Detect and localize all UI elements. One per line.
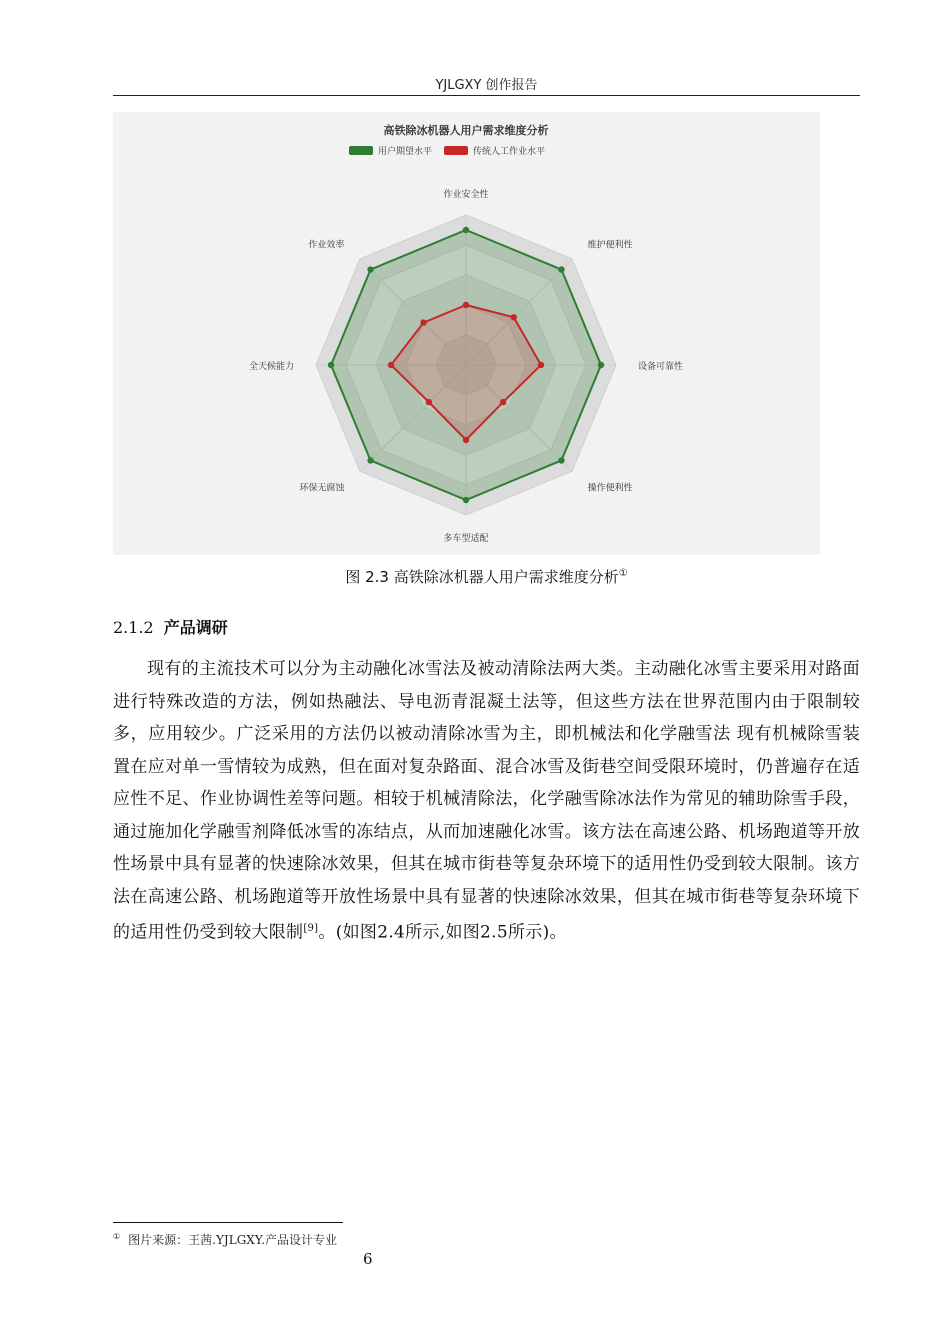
data-point <box>463 302 469 308</box>
footnote-rule <box>113 1222 343 1223</box>
data-point <box>388 362 394 368</box>
radar-series <box>328 227 604 503</box>
footnote-text: 图片来源：王茜.YJLGXY.产品设计专业 <box>128 1233 338 1247</box>
axis-label: 操作便利性 <box>587 483 633 494</box>
data-point <box>463 437 469 443</box>
section-heading <box>113 615 228 638</box>
data-point <box>558 266 564 272</box>
data-point <box>558 457 564 463</box>
data-point <box>538 362 544 368</box>
chart-title: 高铁除冰机器人用户需求维度分析 <box>383 124 549 137</box>
data-point <box>598 362 604 368</box>
data-point <box>463 227 469 233</box>
legend-swatch <box>349 146 373 155</box>
section-number: 2.1.2 <box>113 618 154 637</box>
data-point <box>463 497 469 503</box>
footnote-mark: ① <box>113 1232 121 1241</box>
paragraph <box>113 653 860 949</box>
chart-legend <box>349 145 545 157</box>
citation-mark: [9] <box>303 923 319 934</box>
section-title: 产品调研 <box>163 618 228 637</box>
radar-chart <box>113 112 820 555</box>
data-point <box>420 319 426 325</box>
data-point <box>426 399 432 405</box>
page-number: 6 <box>363 1250 373 1268</box>
axis-label: 多车型适配 <box>443 534 489 544</box>
figure-caption-text: 图 2.3 高铁除冰机器人用户需求维度分析 <box>345 568 619 586</box>
axis-label: 环保无腐蚀 <box>299 483 345 494</box>
axis-label: 作业安全性 <box>443 190 489 200</box>
data-point <box>511 314 517 320</box>
data-point <box>328 362 334 368</box>
data-point <box>367 457 373 463</box>
radar-chart-figure <box>113 112 820 555</box>
axis-label: 设备可靠性 <box>638 362 684 372</box>
axis-label: 全天候能力 <box>248 362 294 372</box>
footnote <box>113 1231 337 1248</box>
body-text <box>113 653 860 949</box>
page-header: YJLGXY 创作报告 <box>435 78 538 93</box>
legend-label: 传统人工作业水平 <box>473 147 546 157</box>
data-point <box>500 399 506 405</box>
header-rule <box>113 95 860 96</box>
legend-label: 用户期望水平 <box>378 147 433 157</box>
paragraph-tail: 。(如图2.4所示,如图2.5所示)。 <box>318 922 567 943</box>
axis-label: 作业效率 <box>308 240 345 251</box>
data-point <box>367 266 373 272</box>
figure-caption <box>113 566 860 587</box>
paragraph-text: 现有的主流技术可以分为主动融化冰雪法及被动清除法两大类。主动融化冰雪主要采用对路面进行特殊改造的方法，例如热融法、导电沥青混凝土法等，但这些方法在世界范围内由于限制较多，应用较少。广泛采用的方法仍以被动清除冰雪为主，即机械法和化学融雪法 现有机械除雪装置在应对单一雪情较为成熟，但在面对复杂路面、混合冰雪及街巷空间受限环境时，仍普遍存在适应性不足、作业协调性差等问题。相较于机械清除法，化学融雪除冰法作为常见的辅助除雪手段，通过施加化学融雪剂降低冰雪的冻结点，从而加速融化冰雪。该方法在高速公路、机场跑道等开放性场景中具有显著的快速除冰效果，但其在城市街巷等复杂环境下的适用性仍受到较大限制。该方法在高速公路、机场跑道等开放性场景中具有显著的快速除冰效果，但其在城市街巷等复杂环境下的适用性仍受到较大限制 <box>113 659 860 943</box>
axis-label: 维护便利性 <box>587 240 633 251</box>
legend-swatch <box>444 146 468 155</box>
caption-note-mark: ① <box>618 568 628 579</box>
